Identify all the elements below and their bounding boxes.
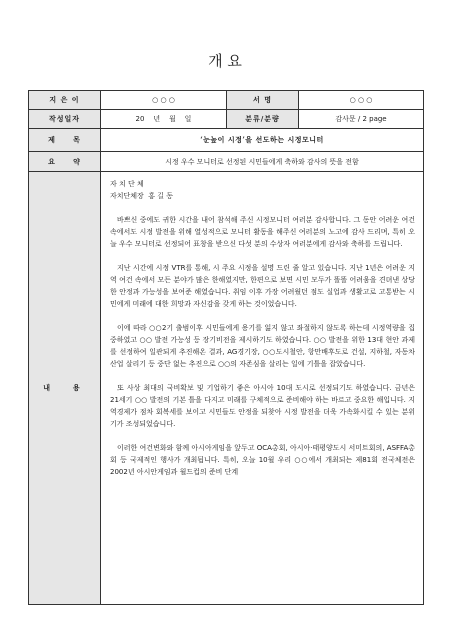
summary-label: 요 약 bbox=[29, 152, 101, 172]
signature-label: 서 명 bbox=[227, 91, 299, 110]
paragraph-1: 바쁘신 중에도 귀한 시간을 내어 참석해 주신 시정모니터 여러분 감사합니다. 그 동안 어려운 여건 속에서도 시정 발전을 위해 열성적으로 모니터 활동을 해주신 여러분의 노고에 감사 드리며, 특히 오늘 우수 모니터로 선정되어 표창을 받으신 다섯 분의 수상자 여러분에게 감사와 축하를 드립니다. bbox=[110, 216, 415, 248]
addressee-line-2: 자치단체장 홍 길 동 bbox=[110, 192, 173, 200]
author-value[interactable]: ○ ○ ○ bbox=[101, 91, 227, 110]
author-row bbox=[29, 91, 424, 110]
date-label: 작성일자 bbox=[29, 110, 101, 129]
category-value[interactable]: 감사문 / 2 page bbox=[299, 110, 424, 129]
signature-value[interactable]: ○ ○ ○ bbox=[299, 91, 424, 110]
paragraph-2: 지난 시간에 시정 VTR를 통해, 시 주요 시정을 설명 드린 줄 알고 있습니다. 지난 1년은 어려운 지역 여건 속에서 모든 분야가 많은 한해였지만, 한편으로 보면 시민 모두가 똘똘 어려움을 견뎌낸 상당한 안정과 가능성을 보여준 해였습니다. 취임 이후 가장 어려웠던 점도 실업과 생활고로 고통받는 시민에게 미래에 대한 희망과 자신감을 갖게 하는 것이었습니다. bbox=[110, 264, 415, 308]
summary-value[interactable]: 시정 우수 모니터로 선정된 시민들에게 축하와 감사의 뜻을 전함 bbox=[101, 152, 424, 172]
content-text-area[interactable] bbox=[110, 178, 415, 604]
subject-value[interactable]: ‘눈높이 시정’을 선도하는 시정모니터 bbox=[101, 129, 424, 152]
subject-label: 제 목 bbox=[29, 129, 101, 152]
paragraph-5: 이러한 여건변화와 함께 아시아게임을 앞두고 OCA총회, 아시아·태평양도시 서미트회의, ASFFA총회 등 국제적인 행사가 개최됩니다. 특히, 오늘 10월 우리 ○○에서 개최되는 제81회 전국체전은 2002년 아시안게임과 월드컵의 준비 단계 bbox=[110, 444, 415, 476]
content-row bbox=[29, 172, 424, 605]
paragraph-4: 또 사상 최대의 국비확보 및 기업하기 좋은 아시아 10대 도시로 선정되기도 하였습니다. 금년은 21세기 ○○ 발전의 기본 틀을 다지고 미래를 구체적으로 준비해야 하는 바르고 중요한 해입니다. 지역경제가 점차 회복세를 보이고 시민들도 안정을 되찾아 시정 발전을 더욱 가속화시킬 수 있는 분위기가 조성되었습니다. bbox=[110, 384, 415, 428]
document-form-table bbox=[28, 90, 424, 605]
author-label: 지 은 이 bbox=[29, 91, 101, 110]
date-category-row bbox=[29, 110, 424, 129]
summary-row bbox=[29, 152, 424, 172]
page-title: 개 요 bbox=[208, 52, 242, 70]
content-label: 내 용 bbox=[29, 172, 101, 605]
addressee-line-1: 자 치 단 체 bbox=[110, 180, 144, 188]
category-label: 분류/분량 bbox=[227, 110, 299, 129]
content-body[interactable] bbox=[101, 172, 424, 605]
subject-row bbox=[29, 129, 424, 152]
paragraph-3: 이에 따라 ○○2기 출범이후 시민들에게 용기를 잃지 않고 좌절하지 않도록 하는데 시정역량을 집중하였고 ○○ 발전 가능성 등 장기비전을 제시하기도 하였습니다. ○○ 발전을 위한 13대 현안 과제를 선정하여 일관되게 추진해온 결과, AG경기장, ○○도시철안, 항만배후도로 건설, 지하철, 자동차산업 살리기 등 중단 없는 추진으로 ○○의 자존심을 살리는 일에 기틀을 잡았습니다. bbox=[110, 324, 415, 368]
date-value[interactable]: 20 년 월 일 bbox=[101, 110, 227, 129]
